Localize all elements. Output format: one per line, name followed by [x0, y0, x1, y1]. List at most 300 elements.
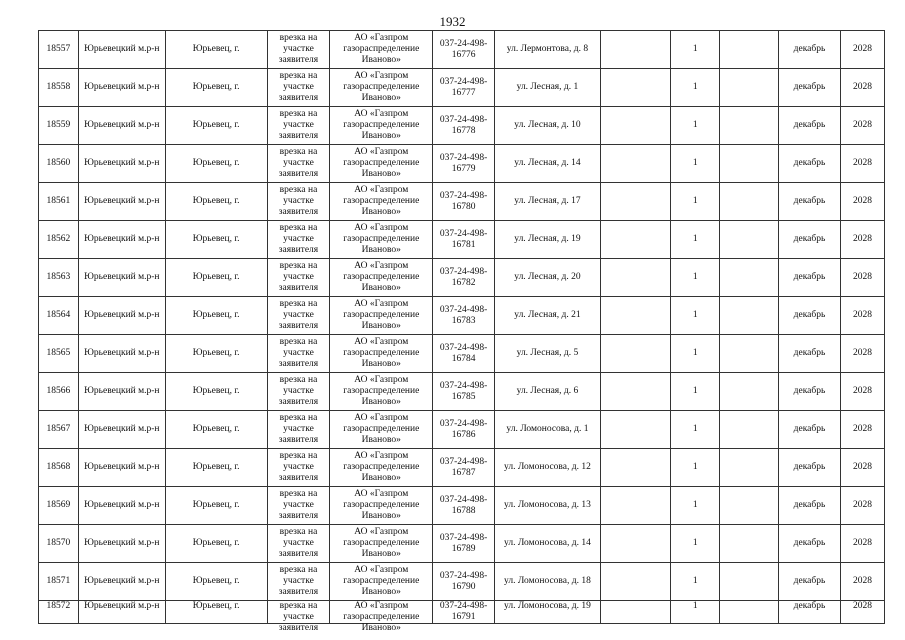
cell-district-text: Юрьевецкий м.р-н	[84, 348, 160, 358]
cell-address-text: ул. Ломоносова, д. 19	[504, 601, 591, 611]
cell-connection-method	[267, 221, 330, 259]
cell-settlement	[165, 297, 267, 335]
cell-code-text: 037-24-498-16776	[439, 38, 488, 60]
cell-count-text: 1	[692, 462, 698, 472]
cell-address-text: ул. Ломоносова, д. 14	[504, 538, 591, 548]
cell-empty	[600, 183, 670, 221]
cell-count	[671, 221, 720, 259]
cell-month	[779, 335, 841, 373]
cell-settlement	[165, 183, 267, 221]
table-row	[39, 601, 885, 624]
cell-empty	[600, 31, 670, 69]
cell-count	[671, 563, 720, 601]
cell-district-text: Юрьевецкий м.р-н	[84, 44, 160, 54]
cell-empty	[600, 563, 670, 601]
cell-year-text: 2028	[852, 348, 872, 358]
cell-count-text: 1	[692, 82, 698, 92]
cell-connection-method-text: врезка на участке заявителя	[278, 451, 319, 483]
cell-organization	[330, 183, 433, 221]
cell-year-text: 2028	[852, 272, 872, 282]
cell-count	[671, 297, 720, 335]
cell-count	[671, 449, 720, 487]
cell-code	[433, 335, 495, 373]
cell-code-text: 037-24-498-16790	[439, 570, 488, 592]
cell-year	[840, 297, 884, 335]
table-row	[39, 183, 885, 221]
cell-count-text: 1	[692, 196, 698, 206]
cell-number-text: 18566	[46, 386, 71, 396]
cell-organization-text: АО «Газпром газораспределение Иваново»	[343, 223, 420, 255]
cell-code-text: 037-24-498-16789	[439, 532, 488, 554]
cell-empty	[720, 601, 779, 624]
cell-code-text: 037-24-498-16782	[439, 266, 488, 288]
cell-connection-method-text: врезка на участке заявителя	[278, 375, 319, 407]
cell-organization	[330, 335, 433, 373]
cell-organization-text: АО «Газпром газораспределение Иваново»	[343, 33, 420, 65]
cell-settlement-text: Юрьевец, г.	[192, 601, 240, 611]
cell-connection-method	[267, 449, 330, 487]
cell-code-text: 037-24-498-16786	[439, 418, 488, 440]
cell-connection-method	[267, 601, 330, 633]
cell-year	[840, 601, 884, 624]
cell-month	[779, 183, 841, 221]
cell-connection-method-text: врезка на участке заявителя	[278, 489, 319, 521]
cell-year-text: 2028	[852, 44, 872, 54]
cell-month-text: декабрь	[793, 234, 826, 244]
cell-district-text: Юрьевецкий м.р-н	[84, 576, 160, 586]
cell-connection-method	[267, 487, 330, 525]
cell-organization	[330, 221, 433, 259]
cell-month-text: декабрь	[793, 44, 826, 54]
cell-settlement	[165, 259, 267, 297]
cell-year	[840, 145, 884, 183]
cell-address-text: ул. Лесная, д. 10	[514, 120, 581, 130]
cell-empty	[720, 563, 779, 601]
cell-empty	[720, 31, 779, 69]
cell-number	[39, 107, 79, 145]
cell-settlement	[165, 31, 267, 69]
cell-organization	[330, 145, 433, 183]
cell-number	[39, 145, 79, 183]
cell-district-text: Юрьевецкий м.р-н	[84, 601, 160, 611]
cell-settlement-text: Юрьевец, г.	[192, 538, 240, 548]
cell-district	[78, 259, 165, 297]
cell-district-text: Юрьевецкий м.р-н	[84, 500, 160, 510]
cell-organization	[330, 259, 433, 297]
cell-empty	[600, 373, 670, 411]
cell-code	[433, 31, 495, 69]
cell-settlement	[165, 411, 267, 449]
cell-district-text: Юрьевецкий м.р-н	[84, 386, 160, 396]
table-row	[39, 563, 885, 601]
cell-organization	[330, 487, 433, 525]
cell-year-text: 2028	[852, 310, 872, 320]
cell-settlement-text: Юрьевец, г.	[192, 158, 240, 168]
cell-connection-method	[267, 183, 330, 221]
cell-number-text: 18563	[46, 272, 71, 282]
cell-address	[494, 221, 600, 259]
cell-district-text: Юрьевецкий м.р-н	[84, 538, 160, 548]
cell-year-text: 2028	[852, 500, 872, 510]
cell-empty	[720, 183, 779, 221]
cell-count	[671, 335, 720, 373]
cell-organization	[330, 525, 433, 563]
cell-count	[671, 31, 720, 69]
cell-year-text: 2028	[852, 386, 872, 396]
cell-year	[840, 411, 884, 449]
cell-number-text: 18562	[46, 234, 71, 244]
cell-month-text: декабрь	[793, 310, 826, 320]
cell-address	[494, 411, 600, 449]
cell-year-text: 2028	[852, 576, 872, 586]
cell-organization-text: АО «Газпром газораспределение Иваново»	[343, 337, 420, 369]
cell-settlement-text: Юрьевец, г.	[192, 196, 240, 206]
cell-code	[433, 525, 495, 563]
table-row	[39, 107, 885, 145]
cell-empty	[600, 145, 670, 183]
cell-code-text: 037-24-498-16781	[439, 228, 488, 250]
cell-settlement	[165, 335, 267, 373]
cell-connection-method-text: врезка на участке заявителя	[278, 223, 319, 255]
cell-month-text: декабрь	[793, 120, 826, 130]
table-row	[39, 145, 885, 183]
cell-address	[494, 335, 600, 373]
cell-month	[779, 525, 841, 563]
cell-organization-text: АО «Газпром газораспределение Иваново»	[343, 109, 420, 141]
cell-district	[78, 601, 165, 624]
cell-address	[494, 107, 600, 145]
cell-settlement	[165, 107, 267, 145]
cell-address	[494, 373, 600, 411]
cell-connection-method	[267, 145, 330, 183]
cell-empty	[720, 449, 779, 487]
cell-month	[779, 221, 841, 259]
cell-address	[494, 259, 600, 297]
cell-connection-method	[267, 335, 330, 373]
cell-settlement-text: Юрьевец, г.	[192, 424, 240, 434]
table-row	[39, 31, 885, 69]
cell-count	[671, 145, 720, 183]
cell-connection-method	[267, 411, 330, 449]
cell-code	[433, 107, 495, 145]
cell-district-text: Юрьевецкий м.р-н	[84, 272, 160, 282]
cell-month	[779, 69, 841, 107]
cell-district	[78, 297, 165, 335]
cell-month-text: декабрь	[793, 576, 826, 586]
cell-organization	[330, 69, 433, 107]
cell-connection-method-text: врезка на участке заявителя	[278, 261, 319, 293]
cell-empty	[720, 145, 779, 183]
cell-month	[779, 297, 841, 335]
cell-code	[433, 183, 495, 221]
cell-month-text: декабрь	[793, 601, 826, 611]
cell-code	[433, 69, 495, 107]
cell-code-text: 037-24-498-16777	[439, 76, 488, 98]
cell-district	[78, 411, 165, 449]
cell-organization	[330, 411, 433, 449]
cell-number	[39, 373, 79, 411]
cell-settlement-text: Юрьевец, г.	[192, 120, 240, 130]
cell-code	[433, 221, 495, 259]
cell-organization	[330, 449, 433, 487]
cell-address	[494, 145, 600, 183]
cell-address-text: ул. Лесная, д. 20	[514, 272, 581, 282]
cell-count-text: 1	[692, 576, 698, 586]
cell-month	[779, 107, 841, 145]
cell-connection-method	[267, 31, 330, 69]
cell-empty	[600, 449, 670, 487]
cell-district	[78, 145, 165, 183]
cell-connection-method	[267, 297, 330, 335]
cell-year-text: 2028	[852, 120, 872, 130]
cell-district	[78, 335, 165, 373]
cell-address-text: ул. Лермонтова, д. 8	[506, 44, 589, 54]
cell-year	[840, 183, 884, 221]
cell-address	[494, 183, 600, 221]
cell-district	[78, 525, 165, 563]
cell-district-text: Юрьевецкий м.р-н	[84, 310, 160, 320]
cell-code-text: 037-24-498-16787	[439, 456, 488, 478]
table-row	[39, 411, 885, 449]
table-row	[39, 297, 885, 335]
cell-month-text: декабрь	[793, 386, 826, 396]
cell-district	[78, 563, 165, 601]
cell-number-text: 18568	[46, 462, 71, 472]
cell-code	[433, 373, 495, 411]
table-row	[39, 373, 885, 411]
cell-address	[494, 69, 600, 107]
cell-organization-text: АО «Газпром газораспределение Иваново»	[343, 375, 420, 407]
cell-month	[779, 449, 841, 487]
cell-count-text: 1	[692, 386, 698, 396]
cell-address	[494, 563, 600, 601]
cell-number-text: 18571	[46, 576, 71, 586]
cell-settlement-text: Юрьевец, г.	[192, 82, 240, 92]
cell-count-text: 1	[692, 348, 698, 358]
cell-month-text: декабрь	[793, 462, 826, 472]
cell-connection-method-text: врезка на участке заявителя	[278, 299, 319, 331]
cell-month-text: декабрь	[793, 538, 826, 548]
cell-address-text: ул. Лесная, д. 6	[516, 386, 579, 396]
cell-settlement-text: Юрьевец, г.	[192, 310, 240, 320]
cell-year	[840, 449, 884, 487]
cell-code	[433, 411, 495, 449]
cell-organization-text: АО «Газпром газораспределение Иваново»	[343, 71, 420, 103]
cell-number	[39, 335, 79, 373]
cell-number	[39, 31, 79, 69]
cell-address-text: ул. Лесная, д. 5	[516, 348, 579, 358]
cell-organization-text: АО «Газпром газораспределение Иваново»	[343, 601, 420, 633]
cell-connection-method-text: врезка на участке заявителя	[278, 109, 319, 141]
cell-count	[671, 69, 720, 107]
cell-number-text: 18559	[46, 120, 71, 130]
cell-month-text: декабрь	[793, 500, 826, 510]
cell-empty	[720, 107, 779, 145]
cell-empty	[720, 335, 779, 373]
cell-address-text: ул. Ломоносова, д. 13	[504, 500, 591, 510]
cell-number-text: 18564	[46, 310, 71, 320]
cell-count-text: 1	[692, 538, 698, 548]
cell-code	[433, 259, 495, 297]
cell-settlement	[165, 449, 267, 487]
cell-connection-method	[267, 69, 330, 107]
cell-month	[779, 563, 841, 601]
cell-empty	[720, 259, 779, 297]
cell-address-text: ул. Лесная, д. 19	[514, 234, 581, 244]
cell-organization-text: АО «Газпром газораспределение Иваново»	[343, 527, 420, 559]
cell-year	[840, 31, 884, 69]
cell-code	[433, 487, 495, 525]
cell-address-text: ул. Ломоносова, д. 18	[504, 576, 591, 586]
cell-empty	[720, 297, 779, 335]
cell-month-text: декабрь	[793, 158, 826, 168]
cell-district	[78, 183, 165, 221]
cell-month	[779, 145, 841, 183]
cell-number-text: 18567	[46, 424, 71, 434]
cell-code	[433, 297, 495, 335]
cell-connection-method-text: врезка на участке заявителя	[278, 147, 319, 179]
cell-number	[39, 525, 79, 563]
table-row	[39, 487, 885, 525]
table-row	[39, 221, 885, 259]
cell-connection-method-text: врезка на участке заявителя	[278, 601, 319, 633]
cell-connection-method-text: врезка на участке заявителя	[278, 185, 319, 217]
cell-address-text: ул. Лесная, д. 21	[514, 310, 581, 320]
cell-year-text: 2028	[852, 196, 872, 206]
cell-number	[39, 449, 79, 487]
cell-district	[78, 373, 165, 411]
cell-month	[779, 259, 841, 297]
cell-number	[39, 259, 79, 297]
cell-number	[39, 601, 79, 624]
cell-district-text: Юрьевецкий м.р-н	[84, 196, 160, 206]
cell-month-text: декабрь	[793, 424, 826, 434]
cell-settlement-text: Юрьевец, г.	[192, 272, 240, 282]
cell-month-text: декабрь	[793, 348, 826, 358]
cell-empty	[720, 221, 779, 259]
cell-year-text: 2028	[852, 234, 872, 244]
cell-month	[779, 31, 841, 69]
cell-year-text: 2028	[852, 424, 872, 434]
table-row	[39, 69, 885, 107]
cell-count-text: 1	[692, 424, 698, 434]
cell-district	[78, 107, 165, 145]
cell-address	[494, 601, 600, 624]
cell-connection-method	[267, 373, 330, 411]
cell-settlement	[165, 563, 267, 601]
cell-number-text: 18558	[46, 82, 71, 92]
cell-number	[39, 563, 79, 601]
cell-count	[671, 601, 720, 624]
cell-empty	[600, 487, 670, 525]
cell-number	[39, 183, 79, 221]
cell-number-text: 18565	[46, 348, 71, 358]
cell-number-text: 18561	[46, 196, 71, 206]
cell-settlement-text: Юрьевец, г.	[192, 386, 240, 396]
cell-district-text: Юрьевецкий м.р-н	[84, 82, 160, 92]
cell-organization	[330, 563, 433, 601]
cell-code	[433, 601, 495, 624]
table-row	[39, 259, 885, 297]
cell-organization	[330, 31, 433, 69]
cell-code	[433, 449, 495, 487]
cell-month-text: декабрь	[793, 196, 826, 206]
cell-organization	[330, 297, 433, 335]
cell-month	[779, 411, 841, 449]
cell-district-text: Юрьевецкий м.р-н	[84, 424, 160, 434]
cell-settlement	[165, 69, 267, 107]
cell-code-text: 037-24-498-16788	[439, 494, 488, 516]
cell-count-text: 1	[692, 158, 698, 168]
cell-year	[840, 525, 884, 563]
cell-empty	[600, 335, 670, 373]
cell-connection-method-text: врезка на участке заявителя	[278, 565, 319, 597]
cell-organization-text: АО «Газпром газораспределение Иваново»	[343, 451, 420, 483]
cell-count-text: 1	[692, 234, 698, 244]
cell-number	[39, 487, 79, 525]
cell-address-text: ул. Лесная, д. 14	[514, 158, 581, 168]
cell-month-text: декабрь	[793, 272, 826, 282]
page-number: 1932	[439, 14, 466, 29]
cell-year	[840, 335, 884, 373]
cell-address	[494, 297, 600, 335]
table-row	[39, 449, 885, 487]
cell-code-text: 037-24-498-16784	[439, 342, 488, 364]
cell-count-text: 1	[692, 500, 698, 510]
cell-connection-method-text: врезка на участке заявителя	[278, 527, 319, 559]
cell-empty	[600, 297, 670, 335]
cell-settlement	[165, 525, 267, 563]
cell-empty	[600, 69, 670, 107]
cell-settlement-text: Юрьевец, г.	[192, 576, 240, 586]
cell-organization	[330, 601, 433, 633]
cell-count-text: 1	[692, 601, 698, 611]
cell-count	[671, 525, 720, 563]
cell-connection-method	[267, 259, 330, 297]
cell-month	[779, 373, 841, 411]
cell-code-text: 037-24-498-16780	[439, 190, 488, 212]
cell-district	[78, 221, 165, 259]
cell-organization-text: АО «Газпром газораспределение Иваново»	[343, 261, 420, 293]
cell-address-text: ул. Ломоносова, д. 12	[504, 462, 591, 472]
cell-code	[433, 563, 495, 601]
cell-district-text: Юрьевецкий м.р-н	[84, 234, 160, 244]
cell-code-text: 037-24-498-16779	[439, 152, 488, 174]
cell-year	[840, 221, 884, 259]
cell-count-text: 1	[692, 310, 698, 320]
cell-code	[433, 145, 495, 183]
cell-empty	[600, 107, 670, 145]
cell-empty	[600, 259, 670, 297]
cell-settlement	[165, 221, 267, 259]
cell-settlement-text: Юрьевец, г.	[192, 44, 240, 54]
cell-organization-text: АО «Газпром газораспределение Иваново»	[343, 299, 420, 331]
cell-connection-method-text: врезка на участке заявителя	[278, 33, 319, 65]
cell-connection-method	[267, 107, 330, 145]
cell-year-text: 2028	[852, 158, 872, 168]
cell-organization-text: АО «Газпром газораспределение Иваново»	[343, 489, 420, 521]
cell-settlement	[165, 601, 267, 624]
cell-count	[671, 487, 720, 525]
cell-empty	[720, 487, 779, 525]
cell-count	[671, 107, 720, 145]
cell-year	[840, 563, 884, 601]
table-row	[39, 335, 885, 373]
cell-year-text: 2028	[852, 538, 872, 548]
cell-month	[779, 601, 841, 624]
cell-code-text: 037-24-498-16778	[439, 114, 488, 136]
cell-connection-method-text: врезка на участке заявителя	[278, 337, 319, 369]
